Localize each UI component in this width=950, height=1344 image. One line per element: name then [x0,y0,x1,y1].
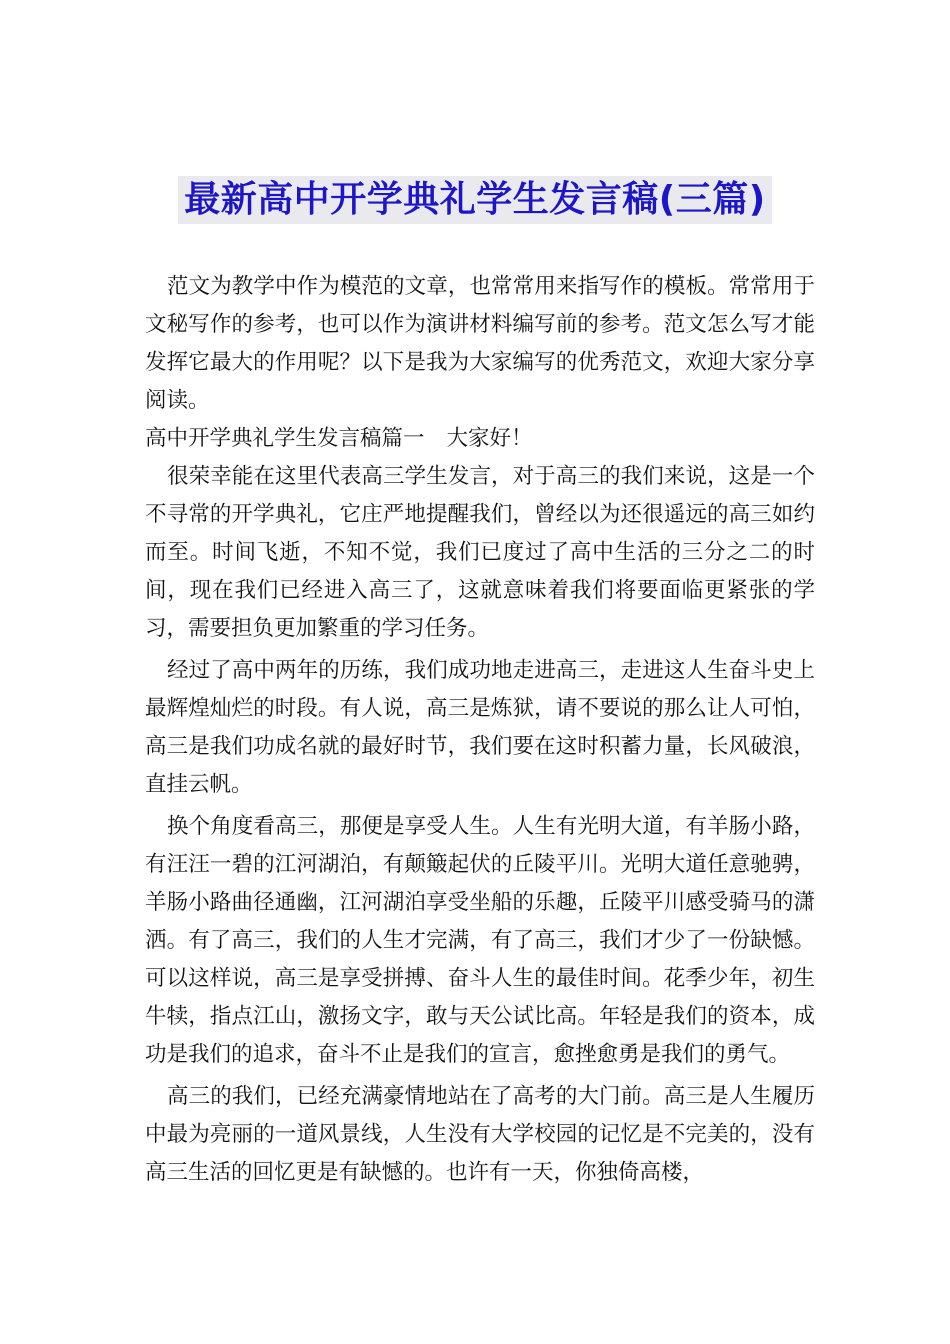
intro-paragraph: 范文为教学中作为模范的文章，也常常用来指写作的模板。常常用于文秘写作的参考，也可以作为演讲材料编写前的参考。范文怎么写才能发挥它最大的作用呢？以下是我为大家编写的优秀范文，欢迎大家分享阅读。 [145,274,815,413]
greeting: 大家好！ [446,426,533,451]
title-container [0,176,950,224]
section-heading-line [145,420,815,458]
document-body [145,268,815,1196]
body-paragraph-4: 高三的我们，已经充满豪情地站在了高考的大门前。高三是人生履历中最为亮丽的一道风景线，人生没有大学校园的记忆是不完美的，没有高三生活的回忆更是有缺憾的。也许有一天，你独倚高楼， [145,1084,815,1185]
body-paragraph-3: 换个角度看高三，那便是享受人生。人生有光明大道，有羊肠小路，有汪汪一碧的江河湖泊，有颠簸起伏的丘陵平川。光明大道任意驰骋，羊肠小路曲径通幽，江河湖泊享受坐船的乐趣，丘陵平川感受骑马的潇洒。有了高三，我们的人生才完满，有了高三，我们才少了一份缺憾。可以这样说，高三是享受拼搏、奋斗人生的最佳时间。花季少年，初生牛犊，指点江山，激扬文字，敢与天公试比高。年轻是我们的资本，成功是我们的追求，奋斗不止是我们的宣言，愈挫愈勇是我们的勇气。 [145,814,815,1067]
document-title: 最新高中开学典礼学生发言稿(三篇) [178,176,771,224]
section-heading: 高中开学典礼学生发言稿篇一 [145,426,425,451]
body-paragraph-1: 很荣幸能在这里代表高三学生发言，对于高三的我们来说，这是一个不寻常的开学典礼，它庄严地提醒我们，曾经以为还很遥远的高三如约而至。时间飞逝，不知不觉，我们已度过了高中生活的三分之二的时间，现在我们已经进入高三了，这就意味着我们将要面临更紧张的学习，需要担负更加繁重的学习任务。 [145,464,815,641]
body-paragraph-2: 经过了高中两年的历练，我们成功地走进高三，走进这人生奋斗史上最辉煌灿烂的时段。有人说，高三是炼狱，请不要说的那么让人可怕，高三是我们功成名就的最好时节，我们要在这时积蓄力量，长风破浪，直挂云帆。 [145,658,815,797]
